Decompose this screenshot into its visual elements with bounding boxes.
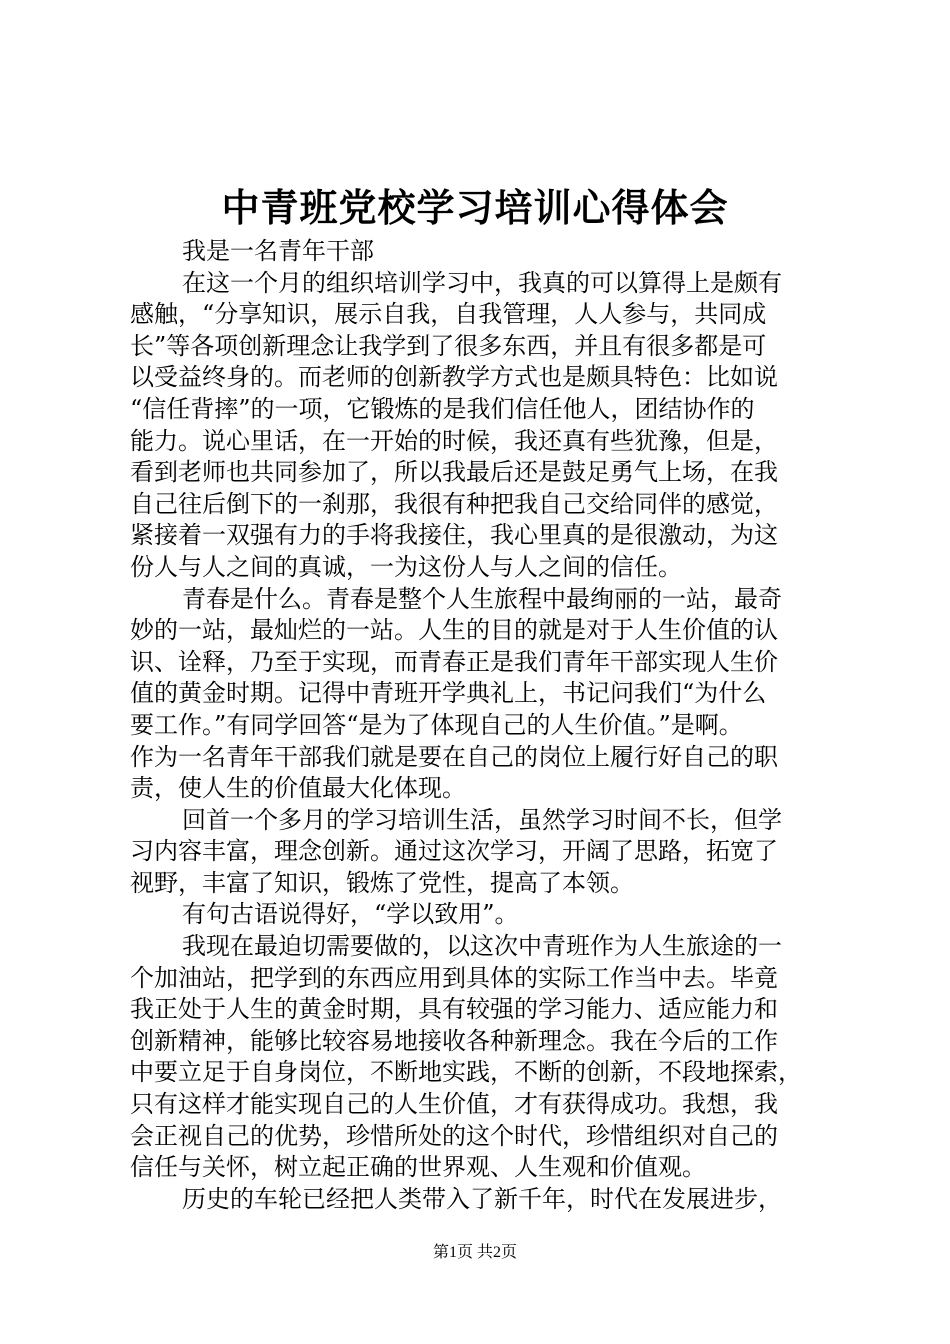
text-line: 自己往后倒下的一刹那，我很有种把我自己交给同伴的感觉，: [130, 489, 778, 518]
document-body: [130, 236, 848, 1215]
text-line: 我是一名青年干部: [182, 237, 374, 265]
text-line: 青春是什么。青春是整个人生旅程中最绚丽的一站，最奇: [182, 584, 782, 613]
text-line: 个加油站，把学到的东西应用到具体的实际工作当中去。毕竟: [130, 963, 778, 992]
text-line: 责，使人生的价值最大化体现。: [130, 774, 466, 803]
text-line: 历史的车轮已经把人类带入了新千年，时代在发展进步，: [182, 1184, 782, 1213]
text-line: 值的黄金时期。记得中青班开学典礼上，书记问我们“为什么: [130, 679, 767, 708]
text-line: 妙的一站，最灿烂的一站。人生的目的就是对于人生价值的认: [130, 616, 778, 645]
text-line: 看到老师也共同参加了，所以我最后还是鼓足勇气上场，在我: [130, 458, 778, 487]
text-line: 识、诠释，乃至于实现，而青春正是我们青年干部实现人生价: [130, 647, 778, 676]
text-line: 创新精神，能够比较容易地接收各种新理念。我在今后的工作: [130, 1026, 778, 1055]
text-line: 份人与人之间的真诚，一为这份人与人之间的信任。: [130, 552, 682, 581]
text-line: 紧接着一双强有力的手将我接住，我心里真的是很激动，为这: [130, 521, 778, 550]
text-line: 会正视自己的优势，珍惜所处的这个时代，珍惜组织对自己的: [130, 1121, 778, 1150]
text-line: 感触，“分享知识，展示自我，自我管理，人人参与，共同成: [130, 300, 767, 329]
text-line: “信任背摔”的一项，它锻炼的是我们信任他人，团结协作的: [130, 394, 755, 423]
text-line: 我现在最迫切需要做的，以这次中青班作为人生旅途的一: [182, 932, 782, 961]
text-line: 长”等各项创新理念让我学到了很多东西，并且有很多都是可: [130, 331, 767, 360]
page-footer: 第1页 共2页: [432, 1244, 517, 1261]
text-line: 有句古语说得好，“学以致用”。: [182, 900, 519, 929]
text-line: 只有这样才能实现自己的人生价值，才有获得成功。我想，我: [130, 1090, 778, 1119]
text-line: 要工作。”有同学回答“是为了体现自己的人生价值。”是啊。: [130, 710, 743, 739]
text-line: 习内容丰富，理念创新。通过这次学习，开阔了思路，拓宽了: [130, 837, 778, 866]
text-line: 信任与关怀，树立起正确的世界观、人生观和价值观。: [130, 1153, 706, 1182]
text-line: 中要立足于自身岗位，不断地实践，不断的创新，不段地探索，: [130, 1058, 802, 1087]
text-line: 作为一名青年干部我们就是要在自己的岗位上履行好自己的职: [130, 742, 778, 771]
text-line: 回首一个多月的学习培训生活，虽然学习时间不长，但学: [182, 805, 782, 834]
text-line: 能力。说心里话，在一开始的时候，我还真有些犹豫，但是，: [130, 426, 778, 455]
document-title: 中青班党校学习培训心得体会: [221, 185, 729, 230]
text-line: 我正处于人生的黄金时期，具有较强的学习能力、适应能力和: [130, 995, 778, 1024]
text-line: 视野，丰富了知识，锻炼了党性，提高了本领。: [130, 868, 634, 897]
text-line: 以受益终身的。而老师的创新教学方式也是颇具特色：比如说: [130, 363, 778, 392]
text-line: 在这一个月的组织培训学习中，我真的可以算得上是颇有: [182, 268, 782, 297]
